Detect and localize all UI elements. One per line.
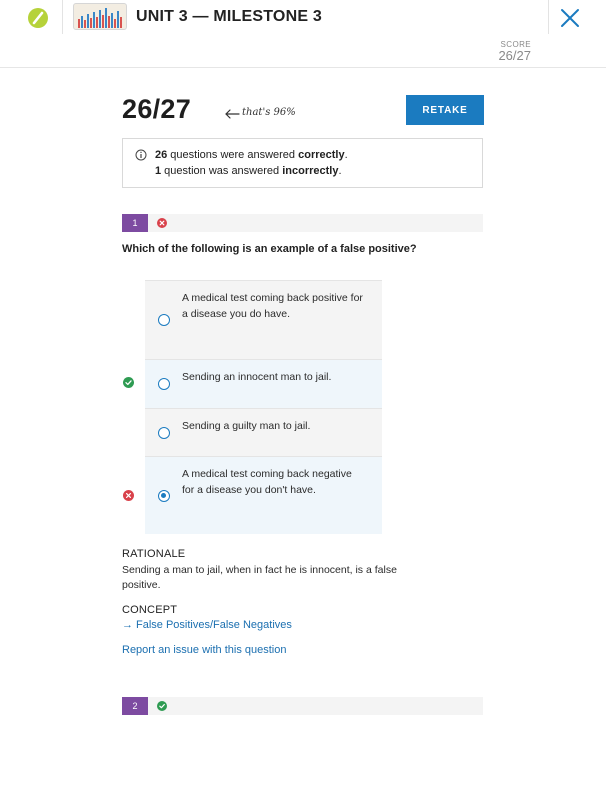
answer-option-text: Sending an innocent man to jail. <box>182 371 332 383</box>
correct-icon <box>157 701 167 711</box>
answer-option-text: A medical test coming back positive for a disease you do have. <box>182 292 363 320</box>
answer-option-text: Sending a guilty man to jail. <box>182 420 311 432</box>
results-summary-box <box>122 138 483 188</box>
concept-heading: CONCEPT <box>122 604 178 616</box>
question-number-badge: 1 <box>122 214 148 232</box>
percentage-note <box>224 106 314 122</box>
radio-button[interactable] <box>158 378 170 390</box>
radio-button[interactable] <box>158 314 170 326</box>
incorrect-icon <box>157 218 167 228</box>
report-issue-link[interactable]: Report an issue with this question <box>122 644 287 656</box>
final-score: 26/27 <box>122 94 192 124</box>
percentage-text: that's 96% <box>242 107 296 118</box>
info-icon <box>135 149 147 161</box>
close-icon[interactable] <box>558 6 582 30</box>
brand-logo-icon[interactable] <box>26 6 50 30</box>
question-number-badge: 2 <box>122 697 148 715</box>
answer-option-text: A medical test coming back negative for a disease you don't have. <box>182 468 352 496</box>
answer-option-selected[interactable] <box>145 456 382 534</box>
header-divider <box>548 0 549 34</box>
score-value: 26/27 <box>498 48 531 63</box>
concept-link[interactable]: → False Positives/False Negatives <box>122 619 292 631</box>
arrow-left-icon <box>224 108 240 120</box>
question-text: Which of the following is an example of a false positive? <box>122 243 417 255</box>
correct-answer-icon <box>123 377 134 388</box>
rationale-text: Sending a man to jail, when in fact he is innocent, is a false positive. <box>122 564 397 591</box>
rationale-heading: RATIONALE <box>122 548 186 560</box>
arrow-right-icon: → <box>122 619 133 631</box>
radio-button[interactable] <box>158 427 170 439</box>
score-label: SCORE <box>500 40 531 49</box>
page-title: UNIT 3 — MILESTONE 3 <box>136 8 322 25</box>
correct-summary-line: 26 questions were answered correctly. <box>155 149 348 161</box>
incorrect-answer-icon <box>123 490 134 501</box>
retake-button[interactable]: RETAKE <box>406 95 484 125</box>
question-2-header[interactable] <box>122 697 483 715</box>
question-1-header[interactable] <box>122 214 483 232</box>
header-divider <box>62 0 63 34</box>
radio-button-selected[interactable] <box>158 490 170 502</box>
top-header <box>0 0 606 68</box>
answer-option[interactable] <box>145 359 382 408</box>
incorrect-summary-line: 1 question was answered incorrectly. <box>155 165 342 177</box>
answer-option[interactable] <box>145 408 382 456</box>
bar-chart-thumbnail <box>73 3 127 30</box>
answer-option[interactable] <box>145 280 382 359</box>
